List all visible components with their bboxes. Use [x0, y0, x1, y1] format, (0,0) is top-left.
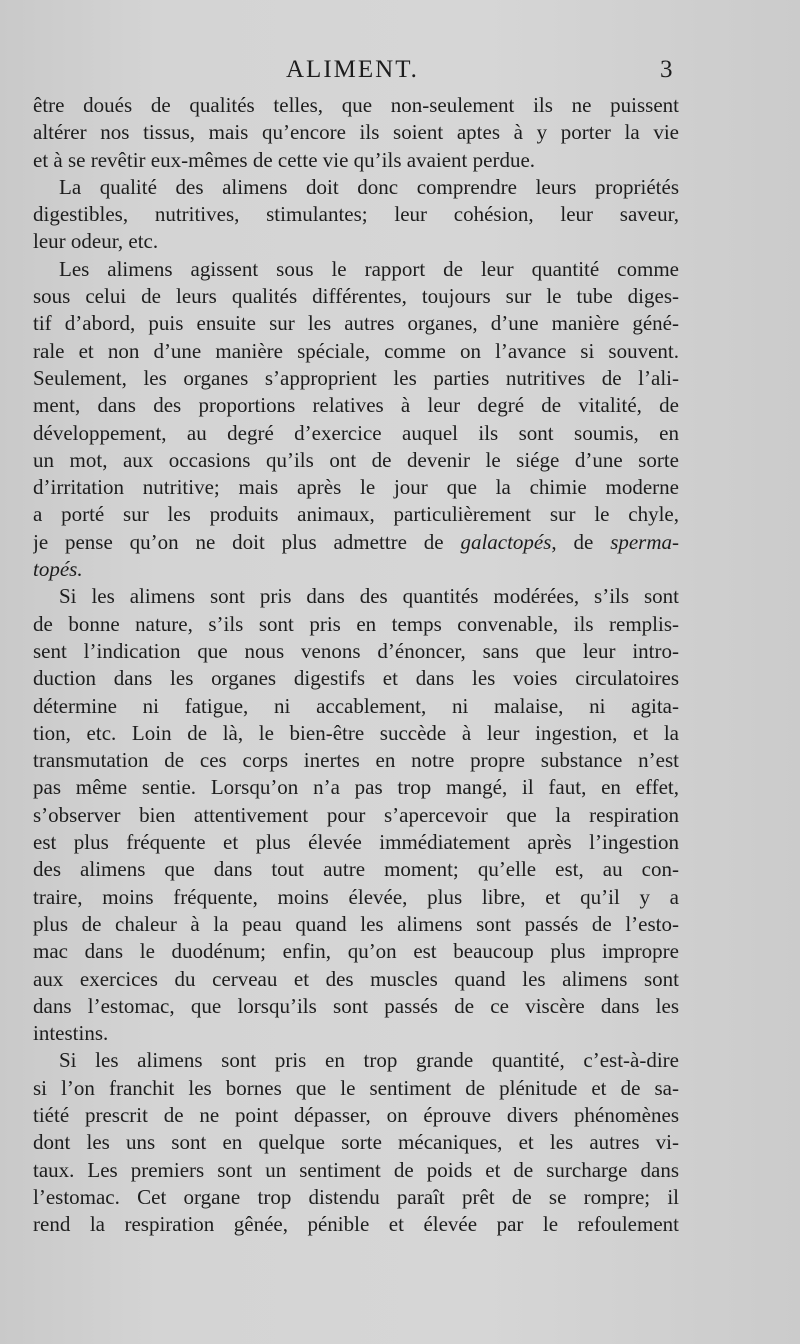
- paragraph: [33, 92, 679, 174]
- text-line: ment, dans des proportions relatives à leur degré de vitalité, de: [33, 393, 679, 418]
- text-line: transmutation de ces corps inertes en notre propre substance n’est: [33, 748, 679, 773]
- text-line: sent l’indication que nous venons d’énoncer, sans que leur intro-: [33, 638, 679, 663]
- text-line: duction dans les organes digestifs et dans les voies circulatoires: [33, 666, 679, 691]
- text-line: aux exercices du cerveau et des muscles quand les alimens sont: [33, 966, 679, 991]
- text-line: tiété prescrit de ne point dépasser, on éprouve divers phénomènes: [33, 1102, 679, 1127]
- text-line: taux. Les premiers sont un sentiment de poids et de surcharge dans: [33, 1157, 679, 1182]
- text-line: a porté sur les produits animaux, particulièrement sur le chyle,: [33, 502, 679, 527]
- text-line-mixed: [33, 529, 679, 556]
- text-line: de bonne nature, s’ils sont pris en temps convenable, ils remplis-: [33, 611, 679, 636]
- text-line: développement, au degré d’exercice auquel ils sont soumis, en: [33, 420, 679, 445]
- text-line: dans l’estomac, que lorsqu’ils sont passés de ce viscère dans les: [33, 993, 679, 1018]
- page-header: [0, 56, 800, 90]
- paragraph: [33, 1047, 679, 1238]
- text-line: traire, moins fréquente, moins élevée, plus libre, et qu’il y a: [33, 884, 679, 909]
- italic-term: sperma-: [610, 529, 679, 554]
- text-line: altérer nos tissus, mais qu’encore ils soient aptes à y porter la vie: [33, 120, 679, 145]
- paragraph: [33, 174, 679, 256]
- text-line: intestins.: [33, 1021, 109, 1046]
- text-line: Les alimens agissent sous le rapport de leur quantité comme: [59, 256, 679, 281]
- text-line: des alimens que dans tout autre moment; qu’elle est, au con-: [33, 857, 679, 882]
- text-line: Si les alimens sont pris en trop grande quantité, c’est-à-dire: [59, 1048, 679, 1073]
- text-line: mac dans le duodénum; enfin, qu’on est beaucoup plus impropre: [33, 939, 679, 964]
- page-number: 3: [660, 56, 673, 83]
- text-line: tion, etc. Loin de là, le bien-être succède à leur ingestion, et la: [33, 720, 679, 745]
- text-line: s’observer bien attentivement pour s’apercevoir que la respiration: [33, 802, 679, 827]
- text-line: dont les uns sont en quelque sorte mécaniques, et les autres vi-: [33, 1130, 679, 1155]
- text-line: détermine ni fatigue, ni accablement, ni malaise, ni agita-: [33, 693, 679, 718]
- italic-term: topés.: [33, 557, 83, 582]
- paragraph: [33, 256, 679, 584]
- text-line: si l’on franchit les bornes que le sentiment de plénitude et de sa-: [33, 1075, 679, 1100]
- text-line: rend la respiration gênée, pénible et élevée par le refoulement: [33, 1212, 679, 1237]
- text-line: La qualité des alimens doit donc comprendre leurs propriétés: [59, 174, 679, 199]
- text-segment: je pense qu’on ne doit plus admettre de: [33, 529, 444, 554]
- text-line: être doués de qualités telles, que non-seulement ils ne puissent: [33, 93, 679, 117]
- text-line: pas même sentie. Lorsqu’on n’a pas trop mangé, il faut, en effet,: [33, 775, 679, 800]
- text-line: tif d’abord, puis ensuite sur les autres organes, d’une manière géné-: [33, 311, 679, 336]
- running-title: ALIMENT.: [286, 56, 419, 83]
- text-line: un mot, aux occasions qu’ils ont de devenir le siége d’une sorte: [33, 447, 679, 472]
- text-line: plus de chaleur à la peau quand les alimens sont passés de l’esto-: [33, 911, 679, 936]
- paragraph: [33, 583, 679, 1047]
- text-line: et à se revêtir eux-mêmes de cette vie qu’ils avaient perdue.: [33, 147, 536, 172]
- text-line: Seulement, les organes s’approprient les parties nutritives de l’ali-: [33, 365, 679, 390]
- text-line: l’estomac. Cet organe trop distendu paraît prêt de se rompre; il: [33, 1184, 679, 1209]
- text-line: sous celui de leurs qualités différentes, toujours sur le tube diges-: [33, 284, 679, 309]
- text-line: Si les alimens sont pris dans des quantités modérées, s’ils sont: [59, 584, 679, 609]
- text-line: leur odeur, etc.: [33, 229, 159, 254]
- text-line: digestibles, nutritives, stimulantes; leur cohésion, leur saveur,: [33, 202, 679, 227]
- text-line: rale et non d’une manière spéciale, comme on l’avance si souvent.: [33, 338, 679, 363]
- text-segment: , de: [551, 529, 594, 554]
- body-text: [33, 92, 679, 1238]
- italic-term: galactopés: [460, 529, 552, 554]
- text-line: d’irritation nutritive; mais après le jour que la chimie moderne: [33, 475, 679, 500]
- text-line: est plus fréquente et plus élevée immédiatement après l’ingestion: [33, 830, 679, 855]
